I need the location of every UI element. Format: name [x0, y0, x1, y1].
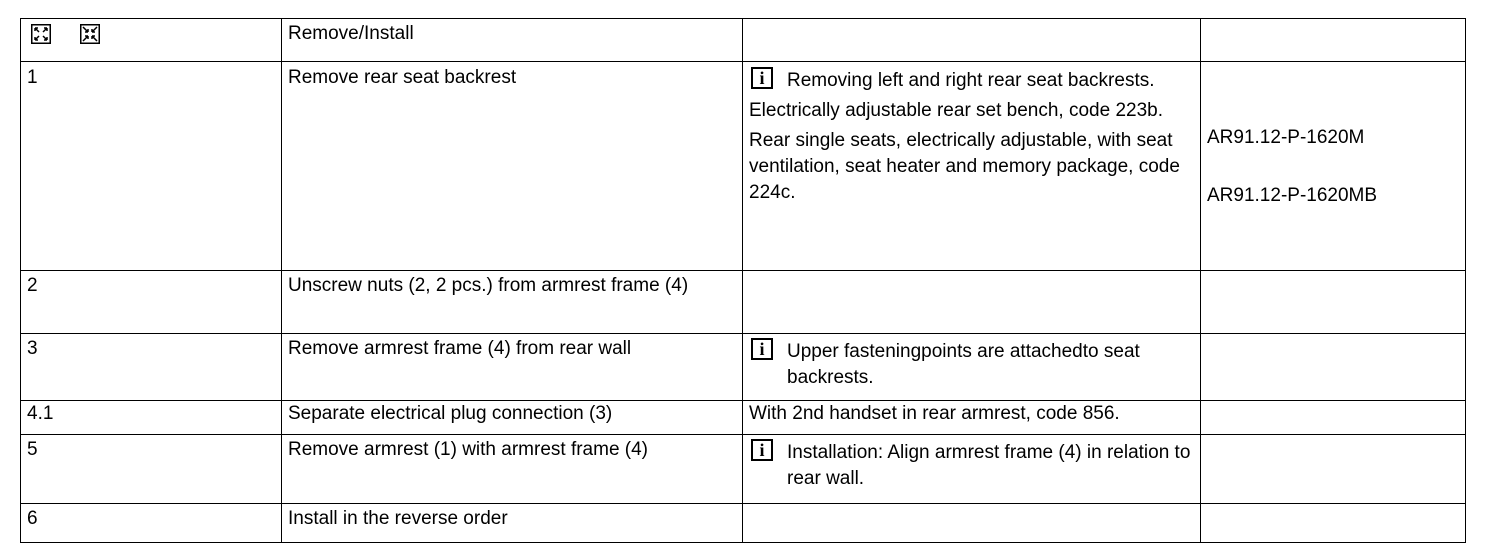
info-icon: i	[751, 338, 773, 360]
step-references	[1201, 435, 1466, 504]
collapse-all-icon[interactable]	[80, 24, 100, 44]
table-row	[21, 334, 1466, 401]
step-notes	[743, 504, 1201, 543]
note-text: Rear single seats, electrically adjustable, with seat ventilation, seat heater and memory package, code 224c.	[749, 130, 1180, 203]
table-row	[21, 401, 1466, 435]
step-action: Remove armrest frame (4) from rear wall	[282, 334, 743, 401]
step-notes: With 2nd handset in rear armrest, code 856.	[743, 401, 1201, 435]
info-icon: i	[751, 67, 773, 89]
step-notes	[743, 435, 1201, 504]
step-number: 6	[21, 504, 282, 543]
note-text: Electrically adjustable rear set bench, code 223b.	[749, 100, 1164, 121]
step-number: 2	[21, 271, 282, 334]
header-title: Remove/Install	[282, 19, 743, 62]
step-notes	[743, 334, 1201, 401]
header-empty-note	[743, 19, 1201, 62]
expand-all-icon[interactable]	[31, 24, 51, 44]
step-action: Remove armrest (1) with armrest frame (4)	[282, 435, 743, 504]
table-row	[21, 504, 1466, 543]
info-icon: i	[751, 439, 773, 461]
header-icons-cell	[21, 19, 282, 62]
reference-link[interactable]: AR91.12-P-1620MB	[1207, 185, 1378, 206]
step-action: Install in the reverse order	[282, 504, 743, 543]
step-references	[1201, 401, 1466, 435]
table-row	[21, 435, 1466, 504]
table-row	[21, 62, 1466, 271]
step-notes	[743, 62, 1201, 271]
step-action: Unscrew nuts (2, 2 pcs.) from armrest frame (4)	[282, 271, 743, 334]
table-header-row	[21, 19, 1466, 62]
step-references	[1201, 62, 1466, 271]
step-notes	[743, 271, 1201, 334]
step-references	[1201, 271, 1466, 334]
table-row	[21, 271, 1466, 334]
step-number: 3	[21, 334, 282, 401]
step-action: Separate electrical plug connection (3)	[282, 401, 743, 435]
header-empty-ref	[1201, 19, 1466, 62]
note-text: Upper fasteningpoints are attachedto seat backrests.	[787, 341, 1140, 388]
step-references	[1201, 504, 1466, 543]
step-number: 5	[21, 435, 282, 504]
note-text: Removing left and right rear seat backrests.	[787, 70, 1155, 91]
reference-link[interactable]: AR91.12-P-1620M	[1207, 127, 1365, 148]
step-action: Remove rear seat backrest	[282, 62, 743, 271]
note-text: Installation: Align armrest frame (4) in relation to rear wall.	[787, 442, 1191, 489]
step-references	[1201, 334, 1466, 401]
step-number: 1	[21, 62, 282, 271]
procedure-table	[20, 18, 1466, 543]
step-number: 4.1	[21, 401, 282, 435]
